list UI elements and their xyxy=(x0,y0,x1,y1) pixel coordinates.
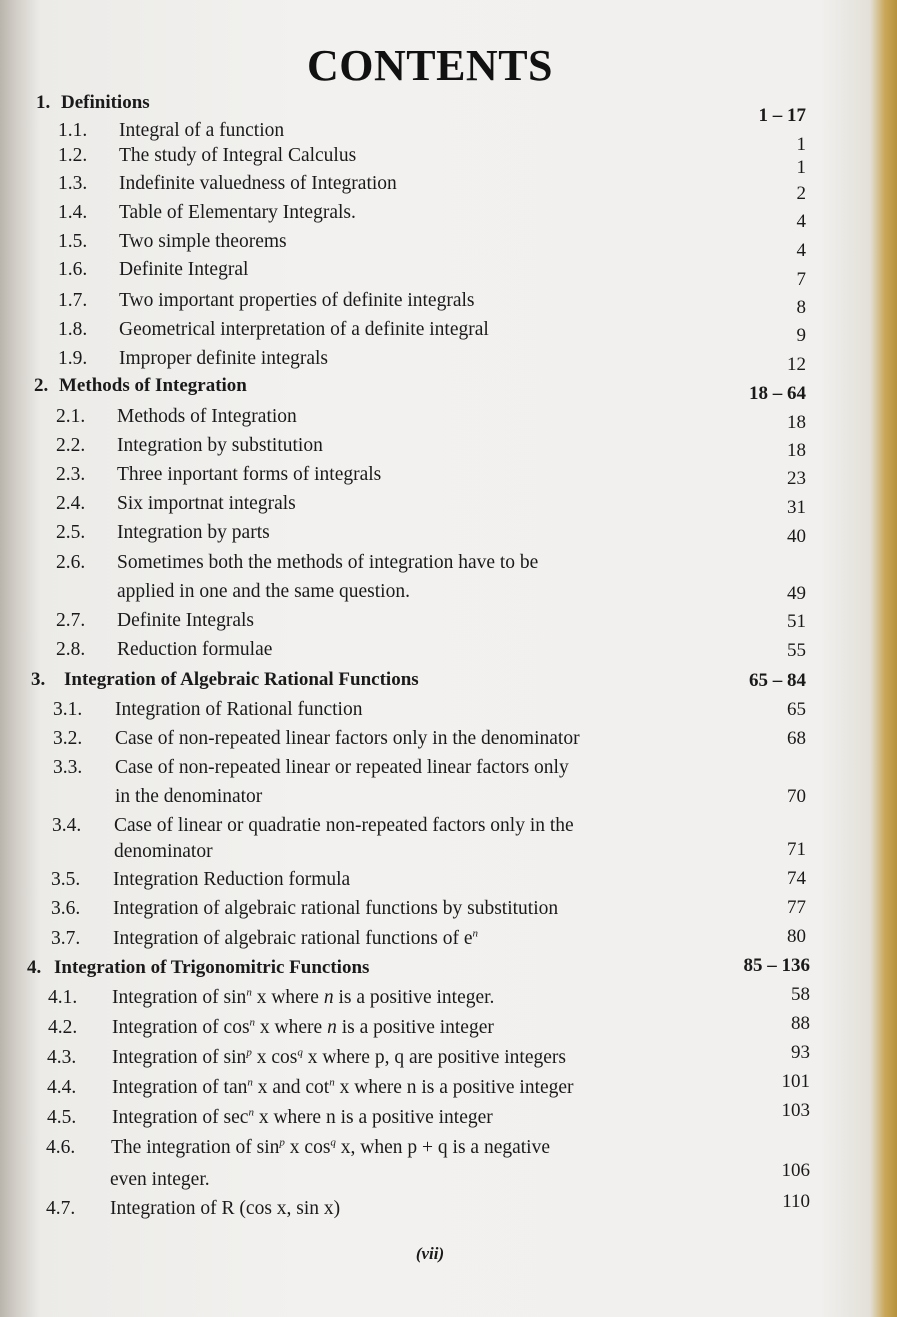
section-title: Reduction formulae xyxy=(117,639,273,660)
section-number: 4.5. xyxy=(47,1107,77,1128)
section-title-part: x cos xyxy=(251,1047,298,1068)
superscript: n xyxy=(249,1016,256,1029)
page-number: 80 xyxy=(787,926,806,947)
page-number: 58 xyxy=(791,984,810,1005)
page-number: 9 xyxy=(796,325,806,346)
page-number: 70 xyxy=(787,786,806,807)
page-number: 1 xyxy=(796,157,806,178)
section-title-part: Integration of tan xyxy=(112,1077,248,1098)
page-number: 18 xyxy=(787,440,806,461)
italic-variable: n xyxy=(327,1017,337,1038)
superscript: n xyxy=(472,927,479,940)
section-title: Three inportant forms of integrals xyxy=(117,464,382,485)
chapter-title: Methods of Integration xyxy=(59,375,247,396)
section-number: 1.5. xyxy=(58,231,88,252)
section-title: Integration by parts xyxy=(117,522,270,543)
page-number: 18 xyxy=(787,412,806,433)
section-title-part: Integration of sec xyxy=(112,1107,249,1128)
section-number: 4.3. xyxy=(47,1047,77,1068)
section-title: Methods of Integration xyxy=(117,406,297,427)
page-number: 31 xyxy=(787,497,806,518)
page-number: 40 xyxy=(787,526,806,547)
page-footer-number: (vii) xyxy=(415,1244,445,1263)
superscript: q xyxy=(297,1046,303,1059)
chapter-title: Integration of Trigonomitric Functions xyxy=(54,957,370,978)
section-title: Six importnat integrals xyxy=(117,493,296,514)
page-number: 71 xyxy=(787,839,806,860)
section-title: Indefinite valuedness of Integration xyxy=(119,173,397,194)
section-number: 1.4. xyxy=(58,202,88,223)
chapter-page-range: 1 – 17 xyxy=(758,105,806,126)
superscript: n xyxy=(248,1106,254,1119)
section-number: 1.2. xyxy=(58,145,88,166)
section-number: 4.1. xyxy=(48,987,78,1008)
chapter-page-range: 85 – 136 xyxy=(743,955,810,976)
section-title: Integration of Rational function xyxy=(115,699,363,720)
section-title-part: is a positive integer xyxy=(336,1017,494,1038)
section-title: Integration of algebraic rational functions by substitution xyxy=(113,898,559,919)
toc-entry-continuation: in the denominator xyxy=(115,786,263,807)
italic-variable: n xyxy=(323,987,334,1008)
section-title: Definite Integrals xyxy=(117,610,254,631)
section-number: 2.5. xyxy=(56,522,86,543)
section-title-part: Integration of sin xyxy=(112,1047,247,1068)
section-number: 2.1. xyxy=(56,406,86,427)
superscript: n xyxy=(247,1076,253,1089)
section-title-part: The integration of sin xyxy=(111,1137,280,1158)
page-number: 106 xyxy=(781,1160,810,1181)
page-number: 93 xyxy=(791,1042,810,1063)
section-number: 1.7. xyxy=(58,290,88,311)
toc-entry-continuation: applied in one and the same question. xyxy=(117,581,410,602)
page-number: 23 xyxy=(787,468,806,489)
section-number: 2.7. xyxy=(56,610,86,631)
chapter-heading xyxy=(27,954,369,982)
section-number: 2.3. xyxy=(56,464,86,485)
section-title: Geometrical interpretation of a definite integral xyxy=(119,319,489,340)
section-title-part: Integration of sin xyxy=(112,987,247,1008)
section-number: 3.3. xyxy=(53,757,83,778)
section-title: Two simple theorems xyxy=(119,231,287,252)
section-number: 3.4. xyxy=(52,815,82,836)
section-title: Case of non-repeated linear factors only in the denominator xyxy=(115,728,580,749)
section-title-part: Integration of cos xyxy=(112,1017,250,1038)
chapter-heading xyxy=(36,89,150,117)
section-number: 1.3. xyxy=(58,173,88,194)
section-number: 4.6. xyxy=(46,1137,76,1158)
page-number: 1 xyxy=(796,134,806,155)
section-number: 2.6. xyxy=(56,552,86,573)
chapter-heading xyxy=(34,372,247,400)
section-title: Integration of algebraic rational functions of e xyxy=(113,928,473,949)
page-number: 4 xyxy=(796,211,806,232)
section-title: Sometimes both the methods of integration have to be xyxy=(117,552,539,573)
section-number: 3.6. xyxy=(51,898,81,919)
section-title: The study of Integral Calculus xyxy=(119,145,357,166)
superscript: n xyxy=(329,1076,335,1089)
section-number: 3.2. xyxy=(53,728,83,749)
toc-entry-continuation: even integer. xyxy=(110,1169,210,1190)
page-number: 101 xyxy=(781,1071,810,1092)
chapter-title: Integration of Algebraic Rational Functions xyxy=(64,669,419,690)
superscript: p xyxy=(279,1136,285,1149)
section-title: Case of linear or quadratie non-repeated factors only in the xyxy=(114,815,574,836)
superscript: p xyxy=(246,1046,252,1059)
page-number: 110 xyxy=(782,1191,810,1212)
section-number: 1.1. xyxy=(58,120,88,141)
section-title-part: x where xyxy=(255,1017,328,1038)
page-number: 49 xyxy=(787,583,806,604)
page-number: 7 xyxy=(796,269,806,290)
section-number: 4.7. xyxy=(46,1198,76,1219)
section-number: 4.4. xyxy=(47,1077,77,1098)
chapter-page-range: 18 – 64 xyxy=(749,383,806,404)
section-title-part: x where n is a positive integer xyxy=(334,1077,574,1098)
section-number: 2.4. xyxy=(56,493,86,514)
page-number: 65 xyxy=(787,699,806,720)
section-number: 1.8. xyxy=(58,319,88,340)
section-number: 1.9. xyxy=(58,348,88,369)
page-number: 55 xyxy=(787,640,806,661)
page-title: CONTENTS xyxy=(306,41,554,90)
chapter-number: 3. xyxy=(31,669,46,690)
chapter-title: Definitions xyxy=(61,92,150,113)
page-number: 74 xyxy=(787,868,806,889)
section-title: Table of Elementary Integrals. xyxy=(119,202,356,223)
page-number: 4 xyxy=(796,240,806,261)
section-title-part: x where p, q are positive integers xyxy=(302,1047,566,1068)
section-number: 3.1. xyxy=(53,699,83,720)
section-title: Two important properties of definite integrals xyxy=(119,290,475,311)
toc-entry-continuation: denominator xyxy=(114,841,213,862)
section-number: 4.2. xyxy=(48,1017,78,1038)
section-number: 3.7. xyxy=(51,928,81,949)
section-number: 2.8. xyxy=(56,639,86,660)
section-title-part: x and cot xyxy=(252,1077,330,1098)
section-title: Integration of R (cos x, sin x) xyxy=(110,1198,341,1219)
section-title: Integration Reduction formula xyxy=(113,869,351,890)
section-number: 2.2. xyxy=(56,435,86,456)
section-title-part: is a positive integer. xyxy=(333,987,495,1008)
chapter-number: 2. xyxy=(34,375,49,396)
page-number: 8 xyxy=(796,297,806,318)
chapter-heading xyxy=(31,666,419,694)
chapter-number: 1. xyxy=(36,92,51,113)
page-number: 68 xyxy=(787,728,806,749)
page-number: 103 xyxy=(781,1100,810,1121)
section-title: Case of non-repeated linear or repeated linear factors only xyxy=(115,757,569,778)
chapter-page-range: 65 – 84 xyxy=(749,670,806,691)
section-number: 3.5. xyxy=(51,869,81,890)
section-title-part: x cos xyxy=(284,1137,331,1158)
section-title-part: x, when p + q is a negative xyxy=(335,1137,550,1158)
section-title: Integration by substitution xyxy=(117,435,323,456)
page-number: 2 xyxy=(796,183,806,204)
section-title-part: x where xyxy=(251,987,324,1008)
superscript: q xyxy=(330,1136,336,1149)
superscript: n xyxy=(246,986,252,999)
section-title: Definite Integral xyxy=(119,259,249,280)
page-number: 51 xyxy=(787,611,806,632)
page-number: 88 xyxy=(791,1013,810,1034)
page-number: 77 xyxy=(787,897,806,918)
section-number: 1.6. xyxy=(58,259,88,280)
chapter-number: 4. xyxy=(27,957,42,978)
page-number: 12 xyxy=(787,354,806,375)
section-title: Improper definite integrals xyxy=(119,348,329,369)
section-title-part: x where n is a positive integer xyxy=(253,1107,493,1128)
section-title: Integral of a function xyxy=(119,120,285,141)
